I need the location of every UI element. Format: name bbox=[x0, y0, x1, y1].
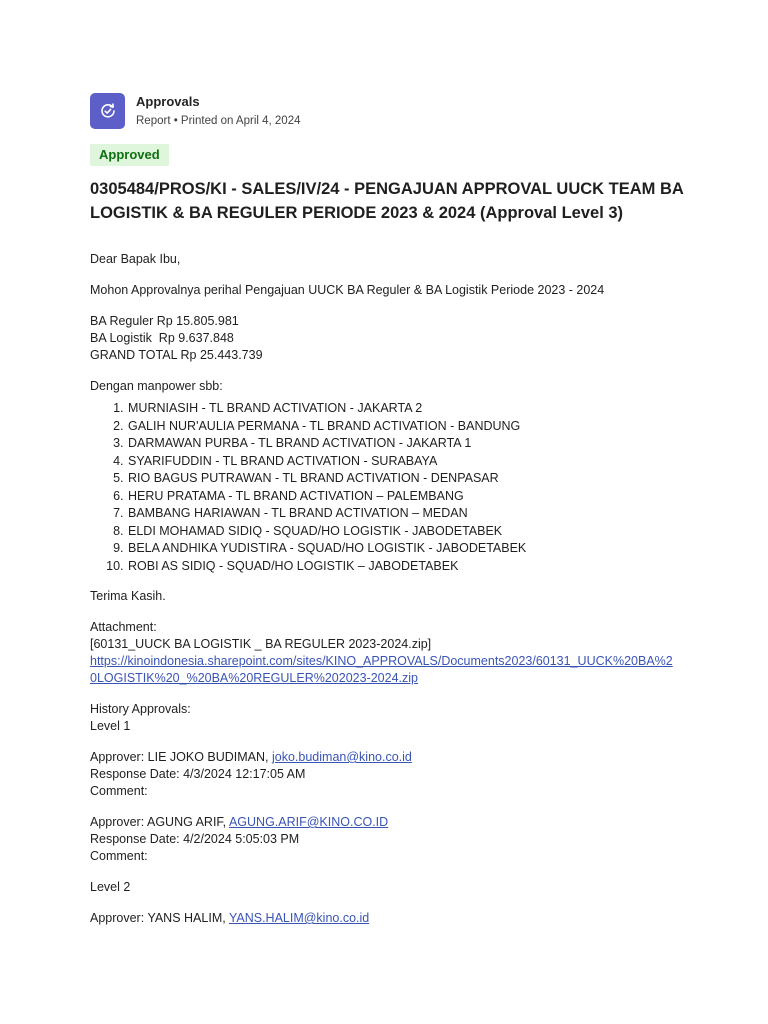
attachment-label: Attachment: bbox=[90, 620, 157, 634]
report-header bbox=[90, 93, 301, 129]
list-item: 3. DARMAWAN PURBA - TL BRAND ACTIVATION - JAKARTA 1 bbox=[127, 435, 690, 453]
approver-name: Approver: AGUNG ARIF, bbox=[90, 815, 229, 829]
manpower-list bbox=[90, 400, 690, 575]
approval-check-icon bbox=[99, 102, 117, 120]
greeting: Dear Bapak Ibu, bbox=[90, 252, 181, 266]
page-cutoff bbox=[0, 931, 768, 1024]
approver-email-link[interactable]: AGUNG.ARIF@KINO.CO.ID bbox=[228, 815, 389, 829]
list-item: 2. GALIH NUR'AULIA PERMANA - TL BRAND ACTIVATION - BANDUNG bbox=[127, 418, 690, 436]
list-item: 8. ELDI MOHAMAD SIDIQ - SQUAD/HO LOGISTIK - JABODETABEK bbox=[127, 523, 690, 541]
attachment-link[interactable]: https://kinoindonesia.sharepoint.com/sites/KINO_APPROVALS/Documents2023/60131_UUCK%20BA%20LOGISTIK%20_%20BA%20REGULER%202023-2024.zip bbox=[90, 654, 673, 685]
amount-line: GRAND TOTAL Rp 25.443.739 bbox=[90, 348, 263, 362]
level-label: Level 1 bbox=[90, 719, 131, 733]
list-item: 4. SYARIFUDDIN - TL BRAND ACTIVATION - SURABAYA bbox=[127, 453, 690, 471]
approver-line bbox=[90, 749, 690, 766]
comment-label: Comment: bbox=[90, 784, 148, 798]
response-date: Response Date: 4/2/2024 5:05:03 PM bbox=[90, 832, 300, 846]
status-badge: Approved bbox=[90, 144, 169, 166]
list-item: 6. HERU PRATAMA - TL BRAND ACTIVATION – PALEMBANG bbox=[127, 488, 690, 506]
response-date: Response Date: 4/3/2024 12:17:05 AM bbox=[90, 767, 306, 781]
amount-line: BA Reguler Rp 15.805.981 bbox=[90, 314, 239, 328]
list-item: 1. MURNIASIH - TL BRAND ACTIVATION - JAKARTA 2 bbox=[127, 400, 690, 418]
approver-email-link[interactable]: YANS.HALIM@kino.co.id bbox=[228, 911, 370, 925]
comment-label: Comment: bbox=[90, 849, 148, 863]
list-item: 7. BAMBANG HARIAWAN - TL BRAND ACTIVATION – MEDAN bbox=[127, 505, 690, 523]
approver-name: Approver: YANS HALIM, bbox=[90, 911, 229, 925]
approvals-icon bbox=[90, 93, 125, 129]
report-subtitle: Report • Printed on April 4, 2024 bbox=[136, 115, 301, 127]
list-item: 10. ROBI AS SIDIQ - SQUAD/HO LOGISTIK – JABODETABEK bbox=[127, 558, 690, 576]
approver-name: Approver: LIE JOKO BUDIMAN, bbox=[90, 750, 272, 764]
list-item: 9. BELA ANDHIKA YUDISTIRA - SQUAD/HO LOGISTIK - JABODETABEK bbox=[127, 540, 690, 558]
approver-entry bbox=[90, 749, 690, 800]
approver-email-link[interactable]: joko.budiman@kino.co.id bbox=[272, 750, 412, 764]
amount-line: BA Logistik Rp 9.637.848 bbox=[90, 331, 234, 345]
app-name: Approvals bbox=[136, 94, 200, 109]
attachment-name: [60131_UUCK BA LOGISTIK _ BA REGULER 2023-2024.zip] bbox=[90, 637, 432, 651]
approver-line bbox=[90, 910, 690, 927]
approver-entry bbox=[90, 910, 690, 927]
level-label: Level 2 bbox=[90, 880, 131, 894]
approver-entry bbox=[90, 814, 690, 865]
closing-text: Terima Kasih. bbox=[90, 589, 166, 603]
approver-line bbox=[90, 814, 690, 831]
message-body bbox=[90, 251, 690, 927]
page-title: 0305484/PROS/KI - SALES/IV/24 - PENGAJUAN APPROVAL UUCK TEAM BA LOGISTIK & BA REGULER PERIODE 2023 & 2024 (Approval Level 3) bbox=[90, 180, 684, 222]
history-label: History Approvals: bbox=[90, 702, 191, 716]
request-text: Mohon Approvalnya perihal Pengajuan UUCK BA Reguler & BA Logistik Periode 2023 - 2024 bbox=[90, 283, 605, 297]
manpower-intro: Dengan manpower sbb: bbox=[90, 379, 223, 393]
list-item: 5. RIO BAGUS PUTRAWAN - TL BRAND ACTIVATION - DENPASAR bbox=[127, 470, 690, 488]
